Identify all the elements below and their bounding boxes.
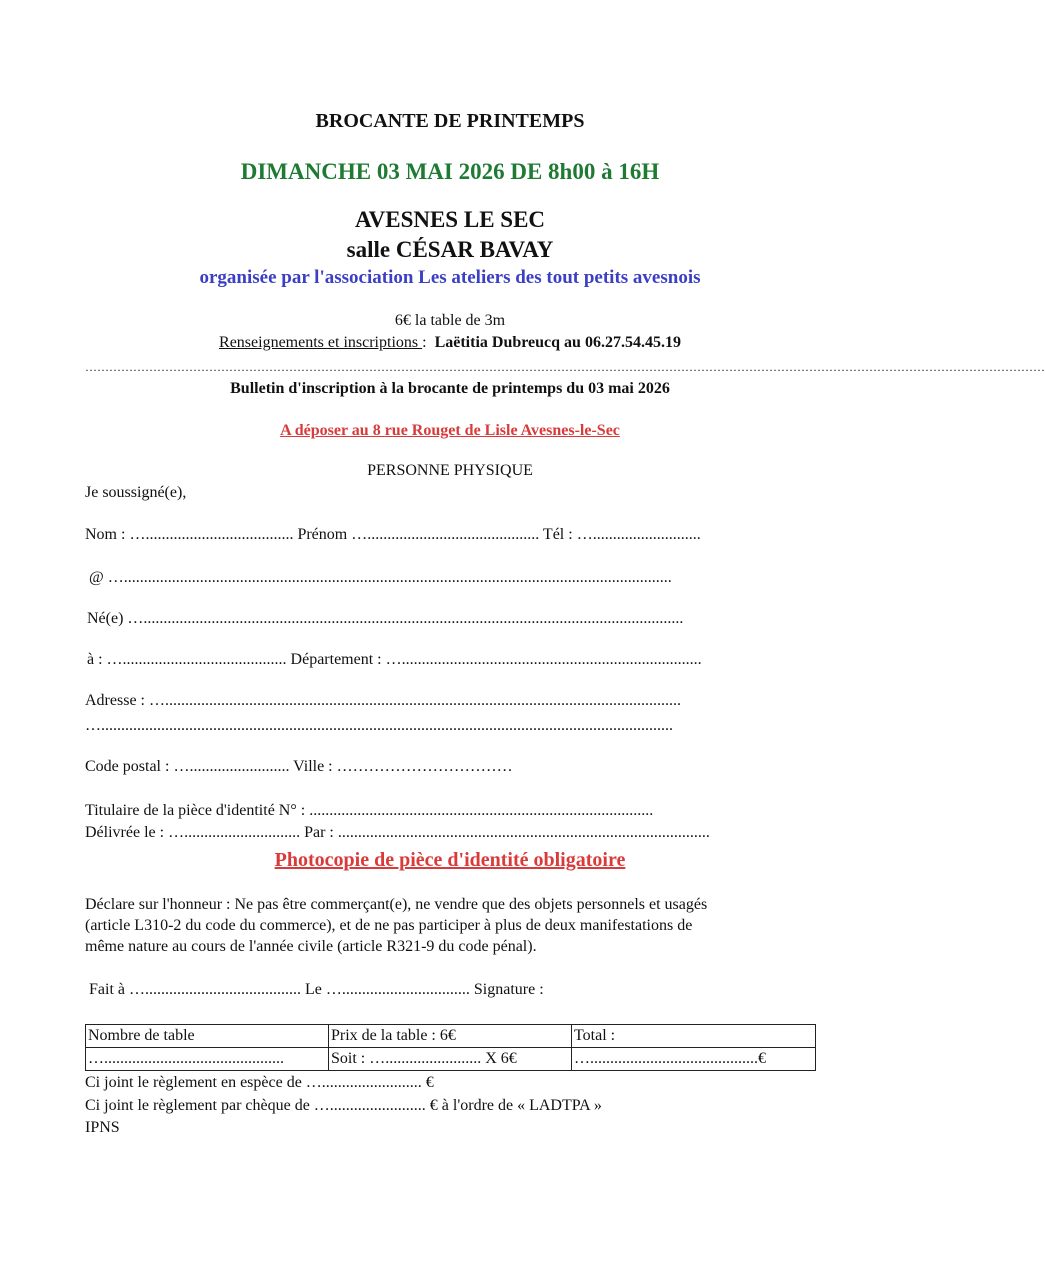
- table-header-row: [86, 1025, 816, 1048]
- form-heading: Bulletin d'inscription à la brocante de printemps du 03 mai 2026: [230, 380, 670, 397]
- address-field-line[interactable]: Adresse : ….................................................................................................................................: [85, 692, 681, 709]
- signature-line[interactable]: Fait à …....................................... Le …................................ Signature :: [89, 981, 544, 998]
- birthplace-field-line[interactable]: à : …......................................... Département : …...........................................................................: [87, 651, 702, 668]
- ipns-mark: IPNS: [85, 1119, 120, 1136]
- header-table-count: Nombre de table: [86, 1025, 329, 1048]
- tables-order-table: [85, 1024, 816, 1071]
- id-issued-field-line[interactable]: Délivrée le : …............................. Par : .............................................................................................: [85, 824, 710, 841]
- event-title: BROCANTE DE PRINTEMPS: [315, 110, 585, 132]
- address-field-line-2[interactable]: …...............................................................................................................................................: [85, 717, 673, 734]
- contact-sep: :: [422, 334, 427, 351]
- header-table-price: Prix de la table : 6€: [329, 1025, 572, 1048]
- declaration-line-3: même nature au cours de l'année civile (article R321-9 du code pénal).: [85, 938, 537, 955]
- id-number-field-line[interactable]: Titulaire de la pièce d'identité N° : ......................................................................................: [85, 802, 654, 819]
- email-field-line[interactable]: @ ….........................................................................................................................................: [89, 569, 672, 586]
- event-organizer: organisée par l'association Les ateliers des tout petits avesnois: [199, 267, 701, 288]
- person-type: PERSONNE PHYSIQUE: [367, 462, 533, 479]
- table-price: 6€ la table de 3m: [394, 312, 506, 329]
- id-copy-notice: Photocopie de pièce d'identité obligatoire: [274, 849, 626, 871]
- table-count-field[interactable]: ….............................................: [86, 1048, 329, 1071]
- header-total: Total :: [572, 1025, 816, 1048]
- total-field[interactable]: …..........................................€: [572, 1048, 816, 1071]
- separator-line: ……………………………………………………………………………………………………………………………………………………………………………………………………………………: [85, 360, 1045, 374]
- table-quantity-field[interactable]: Soit : …........................ X 6€: [329, 1048, 572, 1071]
- declaration-line-2: (article L310-2 du code du commerce), et de ne pas participer à plus de deux manifestations de: [85, 917, 693, 934]
- birth-field-line[interactable]: Né(e) ….......................................................................................................................................: [87, 610, 684, 627]
- contact-person: Laëtitia Dubreucq au 06.27.54.45.19: [434, 334, 681, 351]
- declaration-line-1: Déclare sur l'honneur : Ne pas être commerçant(e), ne vendre que des objets personnels et usagés: [85, 896, 708, 913]
- table-row: [86, 1048, 816, 1071]
- deposit-address: A déposer au 8 rue Rouget de Lisle Avesnes-le-Sec: [280, 422, 620, 439]
- cheque-payment-line[interactable]: Ci joint le règlement par chèque de …........................ € à l'ordre de « LADTPA »: [85, 1097, 602, 1114]
- event-hall: salle CÉSAR BAVAY: [346, 237, 554, 262]
- cash-payment-line[interactable]: Ci joint le règlement en espèce de …......................... €: [85, 1074, 434, 1091]
- event-date: DIMANCHE 03 MAI 2026 DE 8h00 à 16H: [240, 159, 660, 184]
- contact-line: [0, 333, 900, 353]
- city-field-line[interactable]: Code postal : …......................... Ville : ……………………………: [85, 758, 513, 775]
- contact-label: Renseignements et inscriptions: [219, 334, 423, 351]
- event-place: AVESNES LE SEC: [354, 207, 546, 232]
- intro-text: Je soussigné(e),: [85, 484, 187, 501]
- name-field-line[interactable]: Nom : …..................................... Prénom …........................................... Tél : …...........................: [85, 526, 701, 543]
